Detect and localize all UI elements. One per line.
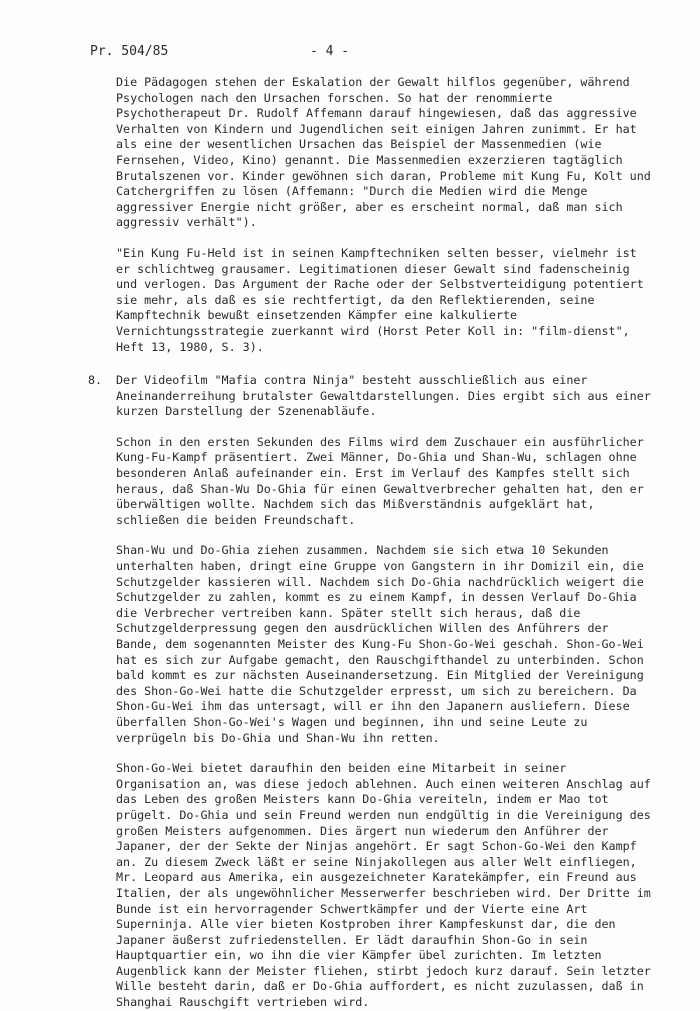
page-number: - 4 -	[310, 44, 350, 59]
document-body	[88, 75, 654, 1011]
paragraph-scene-2: Shan-Wu und Do-Ghia ziehen zusammen. Nachdem sie sich etwa 10 Sekunden unterhalten haben, dringt eine Gruppe von Gangstern in ihr Domizil ein, die Schutzgelder kassieren will. Nachdem sich Do-Ghia nachdrücklich weigert die Schutzgelder zu zahlen, kommt es zu einem Kampf, in dessen Verlauf Do-Ghia die Verbrecher vertreiben kann. Später stellt sich heraus, daß die Schutzgelderpressung gegen den ausdrücklichen Willen des Anführers der Bande, dem sogenannten Meister des Kung-Fu Shon-Go-Wei geschah. Shon-Go-Wei hat es sich zur Aufgabe gemacht, den Rauschgifthandel zu unterbinden. Schon bald kommt es zur nächsten Auseinandersetzung. Ein Mitglied der Vereinigung des Shon-Go-Wei hatte die Schutzgelder erpresst, um sich zu bereichern. Da Shon-Gu-Wei ihm das untersagt, will er ihn den Japanern ausliefern. Diese überfallen Shon-Go-Wei's Wagen und beginnen, ihn und seine Leute zu verprügeln bis Do-Ghia und Shan-Wu ihn retten.	[116, 543, 644, 745]
paragraph-scene-1: Schon in den ersten Sekunden des Films wird dem Zuschauer ein ausführlicher Kung-Fu-Kampf präsentiert. Zwei Männer, Do-Ghia und Shan-Wu, schlagen ohne besonderen Anlaß aufeinander ein. Erst im Verlauf des Kampfes stellt sich heraus, daß Shan-Wu Do-Ghia für einen Gewaltverbrecher gehalten hat, den er überwältigen wollte. Nachdem sich das Mißverständnis aufgeklärt hat, schließen die beiden Freundschaft.	[116, 434, 644, 527]
numbered-item-8	[88, 373, 654, 420]
document-reference: Pr. 504/85	[90, 44, 169, 59]
paragraph-intro: Die Pädagogen stehen der Eskalation der Gewalt hilflos gegenüber, während Psychologen nach den Ursachen forschen. So hat der renommierte Psychotherapeut Dr. Rudolf Affemann darauf hingewiesen, daß das aggressive Verhalten von Kindern und Jugendlichen seit einigen Jahren zunimmt. Er hat als eine der wesentlichen Ursachen das Beispiel der Massenmedien (wie Fernsehen, Video, Kino) genannt. Die Massenmedien exzerzieren tagtäglich Brutalszenen vor. Kinder gewöhnen sich daran, Probleme mit Kung Fu, Kolt und Catchergriffen zu lösen (Affemann: "Durch die Medien wird die Menge aggressiver Energie nicht größer, aber es erscheint normal, daß man sich aggressiv verhält").	[116, 75, 651, 230]
paragraph-scene-3: Shon-Go-Wei bietet daraufhin den beiden eine Mitarbeit in seiner Organisation an, was diese jedoch ablehnen. Auch einen weiteren Anschlag auf das Leben des großen Meisters kann Do-Ghia vereiteln, indem er Mao tot prügelt. Do-Ghia und sein Freund werden nun endgültig in die Vereinigung des großen Meisters aufgenommen. Dies ärgert nun wiederum den Anführer der Japaner, der der Sekte der Ninjas angehört. Er sagt Schon-Go-Wei den Kampf an. Zu diesem Zweck läßt er seine Ninjakollegen aus aller Welt einfliegen, Mr. Leopard aus Amerika, ein ausgezeichneter Karatekämpfer, ein Freund aus Italien, der als ungewöhnlicher Messerwerfer beschrieben wird. Der Dritte im Bunde ist ein hervorragender Schwertkämpfer und der Vierte eine Art Superninja. Alle vier bieten Kostproben ihrer Kampfeskunst dar, die den Japaner äußerst zufriedenstellen. Er lädt daraufhin Shon-Go in sein Hauptquartier ein, wo ihn die vier Kämpfer übel zurichten. Im letzten Augenblick kann der Meister fliehen, stirbt jedoch kurz darauf. Sein letzter Wille besteht darin, daß er Do-Ghia auffordert, es nicht zuzulassen, daß in Shanghai Rauschgift vertrieben wird.	[116, 761, 651, 1010]
item-number: 8.	[88, 373, 103, 388]
paragraph-quote: "Ein Kung Fu-Held ist in seinen Kampftechniken selten besser, vielmehr ist er schlichtweg grausamer. Legitimationen dieser Gewalt sind fadenscheinig und verlogen. Das Argument der Rache oder der Selbstverteidigung potentiert sie mehr, als daß es sie rechtfertigt, da den Reflektierenden, seine Kampftechnik bewußt einsetzenden Kämpfer eine kalkulierte Vernichtungsstrategie zuerkannt wird (Horst Peter Koll in: "film-dienst", Heft 13, 1980, S. 3).	[116, 245, 644, 354]
paragraph-item-8: Der Videofilm "Mafia contra Ninja" besteht ausschließlich aus einer Aneinanderreihung brutalster Gewaltdarstellungen. Dies ergibt sich aus einer kurzen Darstellung der Szenenabläufe.	[116, 373, 651, 419]
